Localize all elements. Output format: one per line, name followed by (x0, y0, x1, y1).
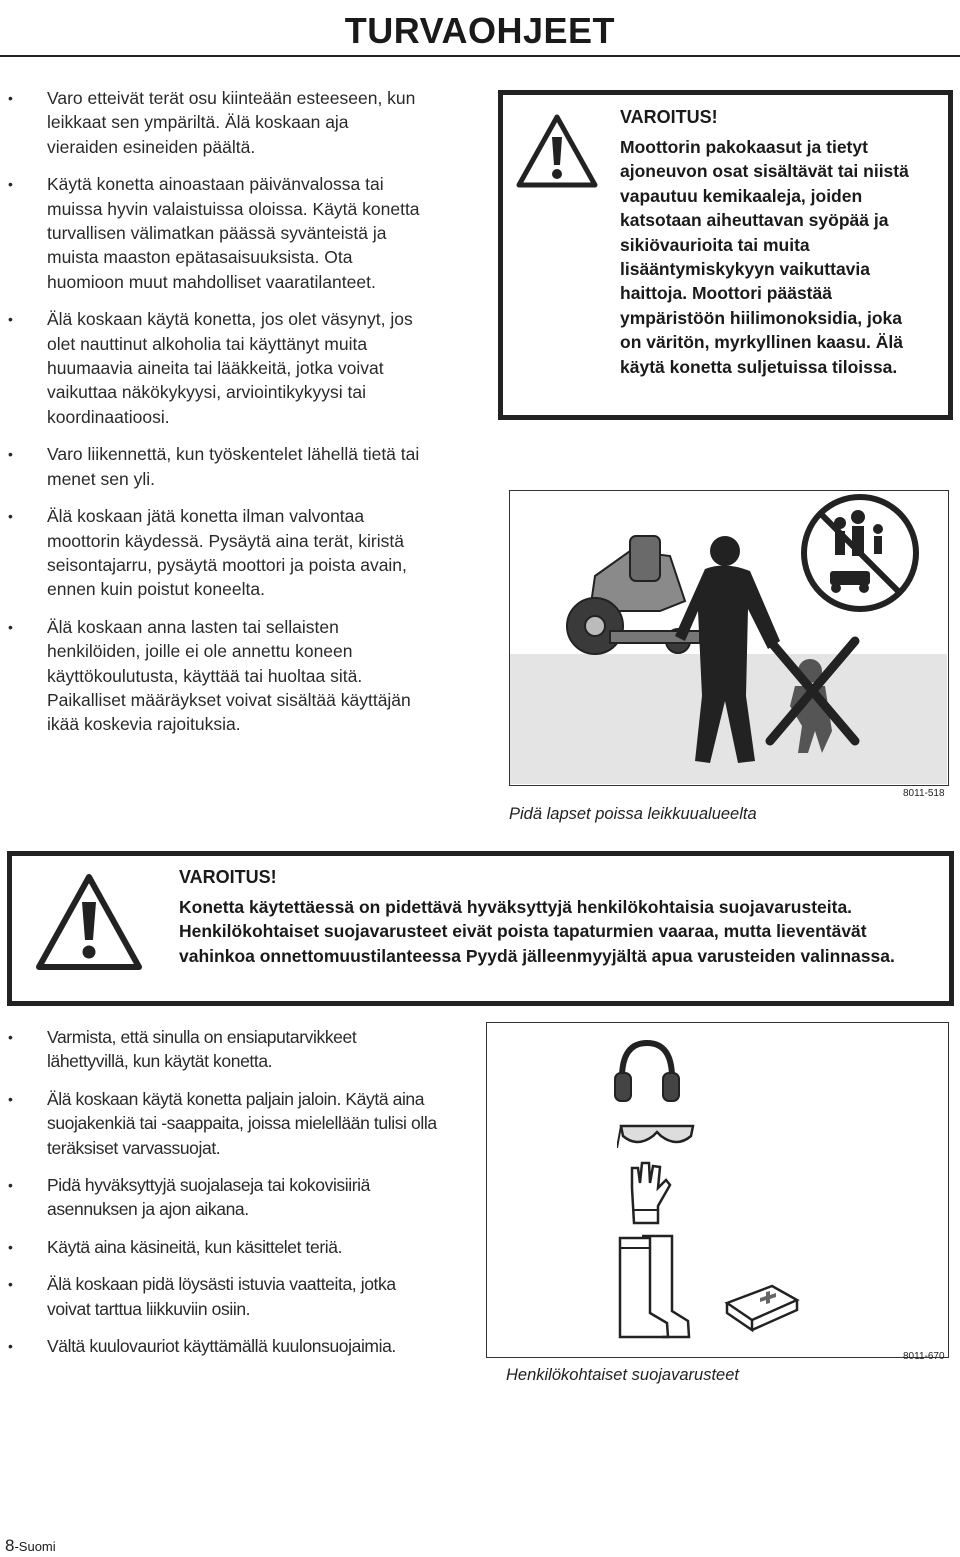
list-item: • Älä koskaan anna lasten tai sellaisten henkilöiden, joille ei ole annettu koneen käyttökoulutusta, käyttää tai huoltaa sitä. Paikalliset määräykset voivat sisältää käyttäjän ikää koskevia rajoituksia. (0, 615, 420, 737)
warning-box-exhaust (498, 90, 953, 420)
warning-triangle-icon (34, 872, 144, 972)
page-footer (5, 1536, 56, 1556)
protective-equipment-illustration (486, 1022, 949, 1358)
boots-icon (612, 1233, 692, 1343)
safety-list-1 (0, 86, 420, 737)
children-warning-illustration (509, 490, 949, 786)
warning-text: Konetta käytettäessä on pidettävä hyväksyttyjä henkilökohtaisia suojavarusteita. Henkilökohtaiset suojavarusteet eivät poista tapaturmien vaaraa, mutta lieventävät vahinkoa onnettomuustilanteessa Pyydä jälleenmyyjältä apua varusteiden valinnassa. (179, 897, 895, 966)
gloves-icon (622, 1158, 682, 1228)
list-item: • Älä koskaan jätä konetta ilman valvontaa moottorin käydessä. Pysäytä aina terät, kiristä seisontajarru, pysäytä moottori ja poista avain, ennen kuin poistut koneelta. (0, 504, 420, 602)
children-away-icon (510, 491, 947, 784)
safety-list-2 (0, 1025, 440, 1358)
page-number: 8 (5, 1536, 15, 1555)
warning-box-protective-equipment (7, 851, 954, 1006)
safety-glasses-icon (617, 1118, 697, 1153)
figure-code: 8011-670 (903, 1351, 945, 1362)
figure-code: 8011-518 (903, 788, 945, 799)
warning-title: VAROITUS! (620, 107, 718, 127)
header-rule (0, 55, 960, 57)
list-item: • Älä koskaan käytä konetta, jos olet väsynyt, jos olet nauttinut alkoholia tai käyttänyt muita huumaavia aineita tai lääkkeitä, jotka voivat vaikuttaa näkökykyysi, arviointikykyysi tai koordinaatioosi. (0, 307, 420, 429)
figure-caption: Henkilökohtaiset suojavarusteet (506, 1366, 739, 1384)
list-item: • Älä koskaan käytä konetta paljain jaloin. Käytä aina suojakenkiä tai -saappaita, joissa mielellään tulisi olla teräksiset varvassuojat. (0, 1087, 440, 1160)
list-item: • Älä koskaan pidä löysästi istuvia vaatteita, jotka voivat tarttua liikkuviin osiin. (0, 1272, 440, 1321)
figure-caption: Pidä lapset poissa leikkuualueelta (509, 805, 757, 823)
warning-title: VAROITUS! (179, 867, 277, 887)
ear-muffs-icon (612, 1038, 682, 1108)
list-item: • Varmista, että sinulla on ensiaputarvikkeet lähettyvillä, kun käytät konetta. (0, 1025, 440, 1074)
page-language: -Suomi (14, 1539, 56, 1554)
list-item: • Pidä hyväksyttyjä suojalaseja tai kokovisiiriä asennuksen ja ajon aikana. (0, 1173, 440, 1222)
list-item: • Varo etteivät terät osu kiinteään esteeseen, kun leikkaat sen ympäriltä. Älä koskaan aja vieraiden esineiden päältä. (0, 86, 420, 159)
list-item: • Vältä kuulovauriot käyttämällä kuulonsuojaimia. (0, 1334, 440, 1358)
page-title: TURVAOHJEET (344, 10, 615, 51)
warning-text: Moottorin pakokaasut ja tietyt ajoneuvon osat sisältävät tai niistä vapautuu kemikaaleja, joiden katsotaan aiheuttavan syöpää ja sikiövaurioita tai muita lisääntymiskykyyn vaikuttavia haittoja. Moottori päästää ympäristöön hiilimonoksidia, joka on väritön, myrkyllinen kaasu. Älä käytä konetta suljetuissa tiloissa. (620, 137, 909, 377)
list-item: • Käytä konetta ainoastaan päivänvalossa tai muissa hyvin valaistuissa oloissa. Käytä konetta turvallisen välimatkan päässä syvänteistä ja muista maaston epätasaisuuksista. Ota huomioon muut mahdolliset vaaratilanteet. (0, 172, 420, 294)
first-aid-kit-icon (722, 1278, 802, 1333)
list-item: • Varo liikennettä, kun työskentelet lähellä tietä tai menet sen yli. (0, 442, 420, 491)
warning-triangle-icon (515, 113, 599, 189)
list-item: • Käytä aina käsineitä, kun käsittelet teriä. (0, 1235, 440, 1259)
